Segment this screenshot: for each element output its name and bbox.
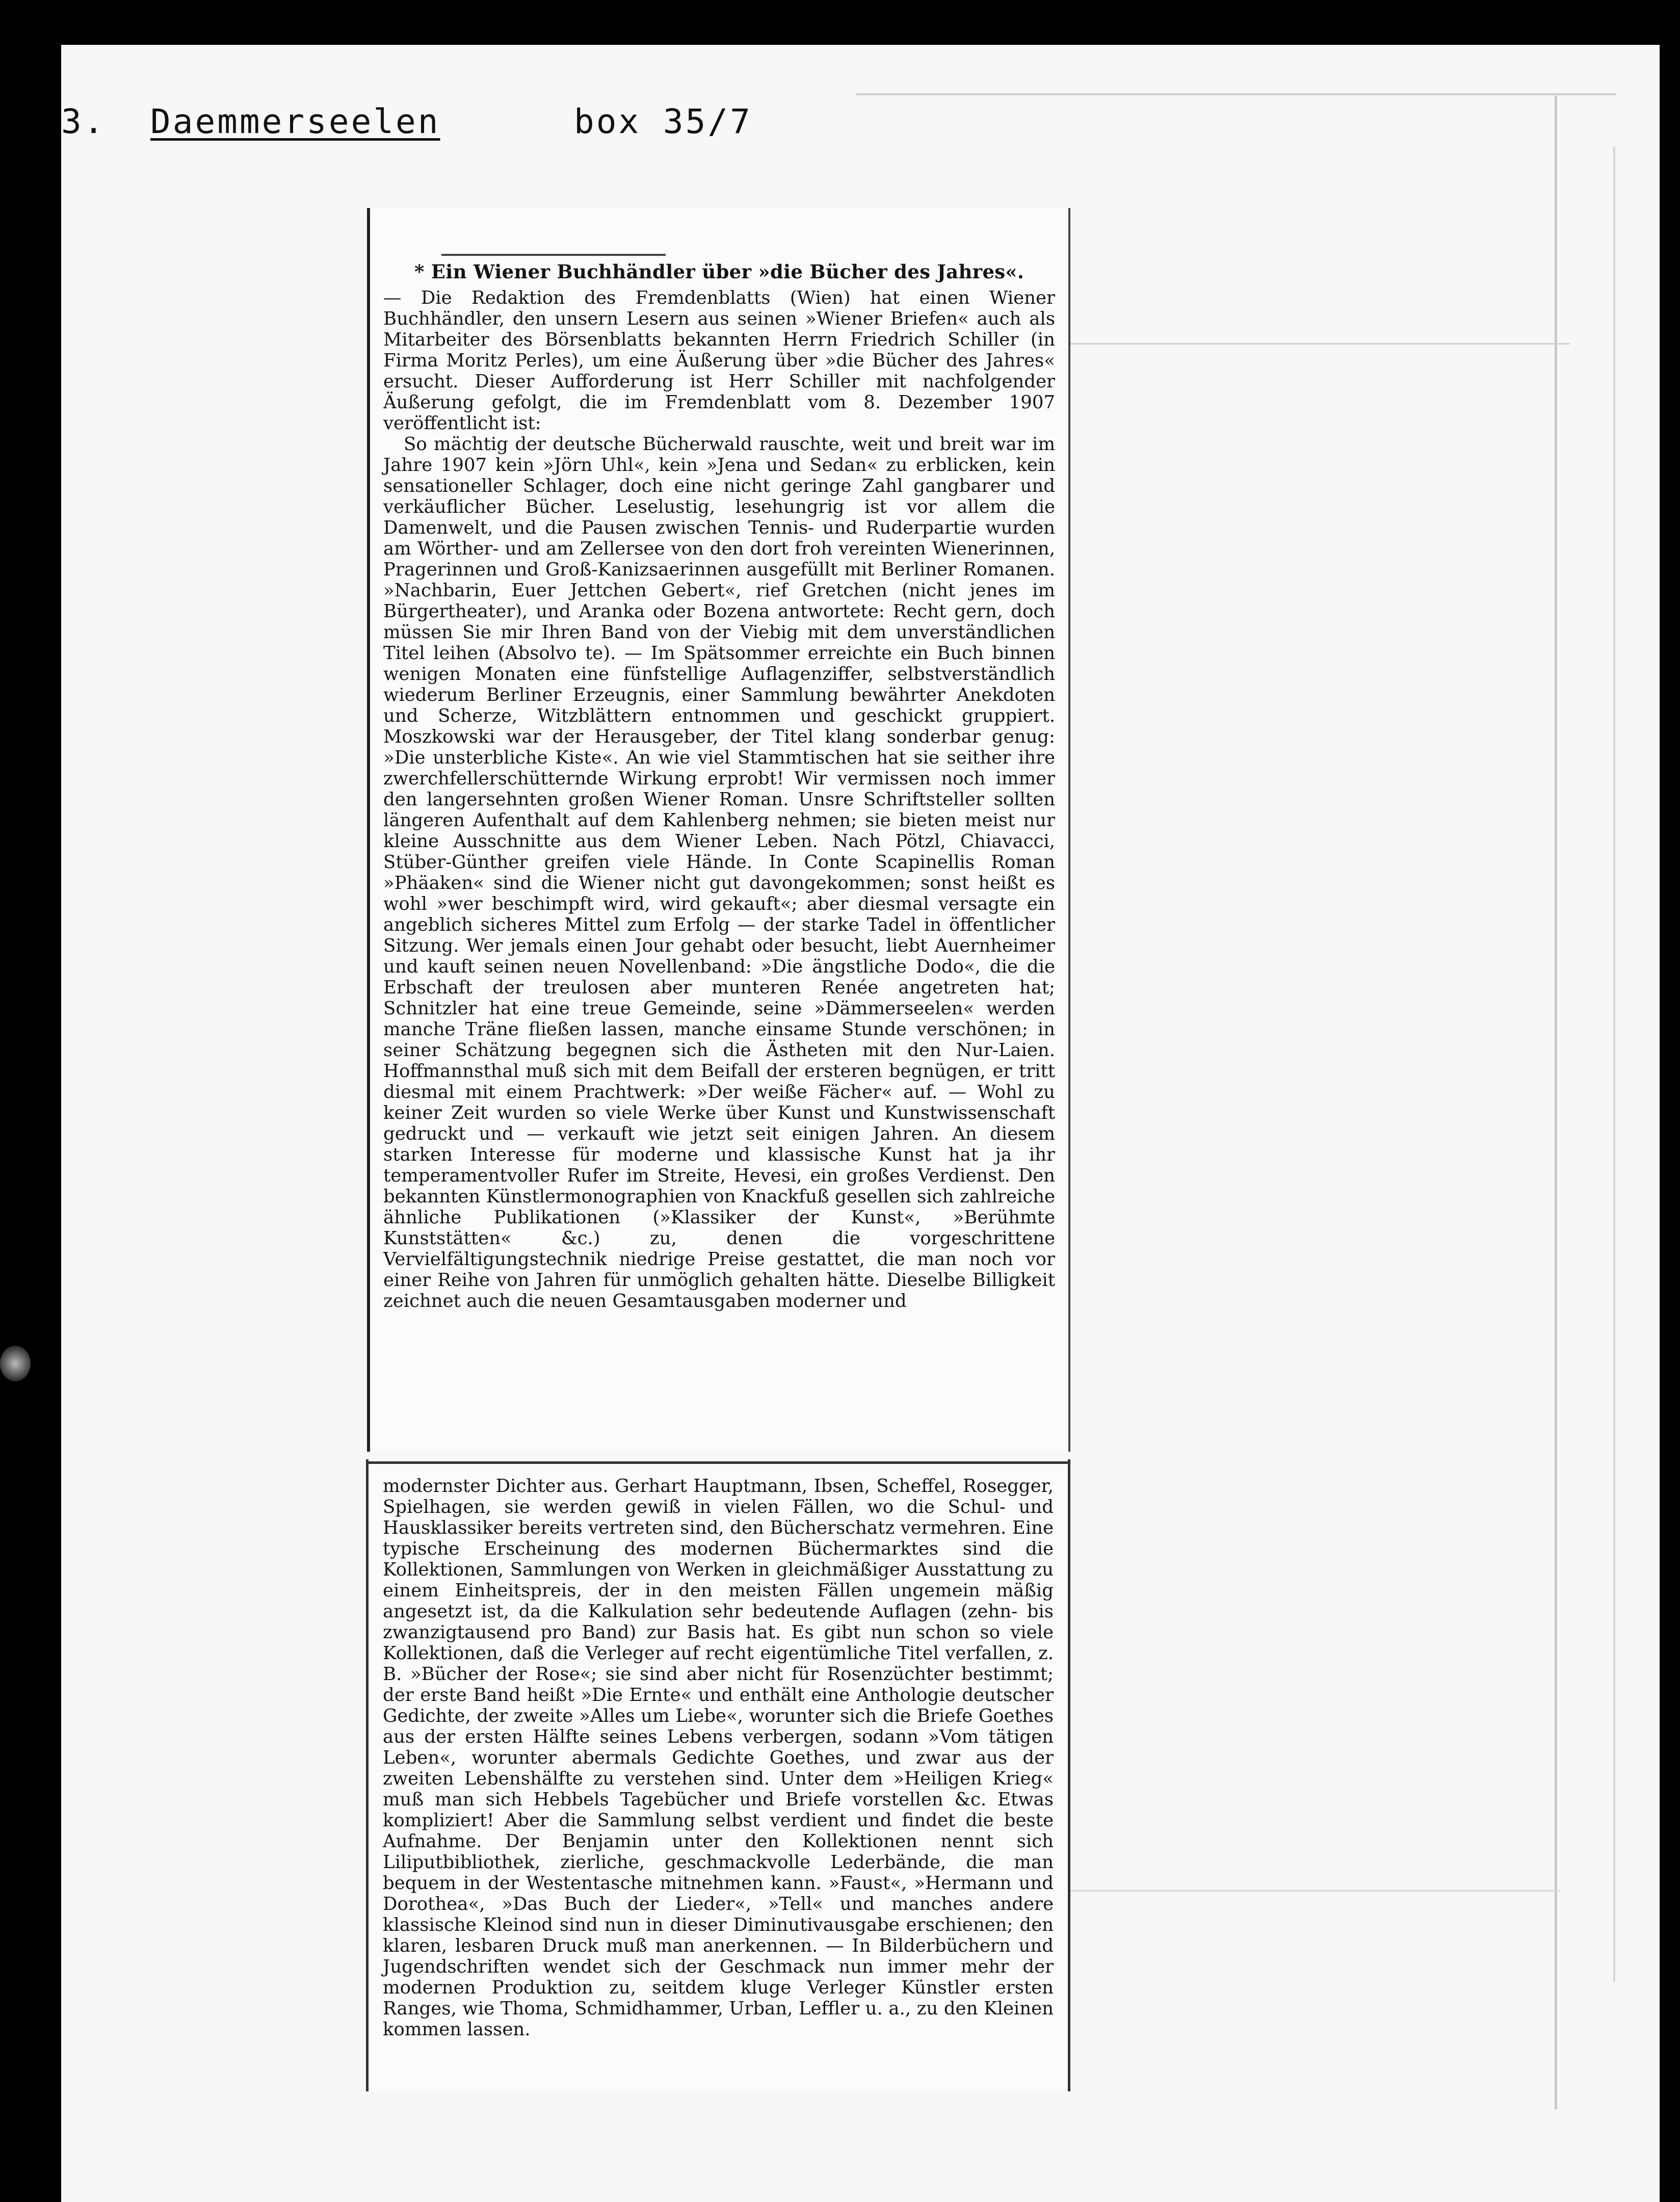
article-body-part2: modernster Dichter aus. Gerhart Hauptmann, Ibsen, Scheffel, Rosegger, Spielhagen, sie werden gewiß in vielen Fällen, wo die Schul- und Hausklassiker bereits vertreten sind, den Bücherschatz vermehren. Eine typische Erscheinung des modernen Büchermarktes sind die Kollektionen, Sammlungen von Werken in gleichmäßiger Ausstattung zu einem Einheitspreis, der in den meisten Fällen ungemein mäßig angesetzt ist, da die Kalkulation sehr bedeutende Auflagen (zehn- bis zwanzigtausend pro Band) zur Basis hat. Es gibt nun schon so viele Kollektionen, daß die Verleger auf recht eigentümliche Titel verfallen, z. B. »Bücher der Rose«; sie sind aber nicht für Rosenzüchter bestimmt; der erste Band heißt »Die Ernte« und enthält eine Anthologie deutscher Gedichte, der zweite »Alles um Liebe«, worunter sich die Briefe Goethes aus der ersten Hälfte seines Lebens verbergen, sodann »Vom tätigen Leben«, worunter abermals Gedichte Goethes, und zwar aus der zweiten Lebenshälfte zu verstehen sind. Unter dem »Heiligen Krieg« muß man sich Hebbels Tagebücher und Briefe vorstellen &c. Etwas kompliziert! Aber die Sammlung selbst verdient und findet die beste Aufnahme. Der Benjamin unter den Kollektionen nennt sich Liliputbibliothek, zierliche, geschmackvolle Lederbände, die man bequem in der Westentasche mitnehmen kann. »Faust«, »Hermann und Dorothea«, »Das Buch der Lieder«, »Tell« und manches andere klassische Kleinod sind nun in dieser Diminutivausgabe erschienen; den klaren, lesbaren Druck muß man anerkennen. — In Bilderbüchern und Jugendschriften wendet sich der Geschmack nun immer mehr der modernen Produktion zu, seitdem kluge Verleger Künstler ersten Ranges, wie Thoma, Schmidhammer, Urban, Leffler u. a., zu den Kleinen kommen lassen.	[383, 1476, 1054, 2040]
rear-page-edge	[1555, 96, 1557, 2109]
clipping-edge	[441, 254, 666, 256]
rear-page-edge	[856, 93, 1616, 95]
article-intro: — Die Redaktion des Fremdenblatts (Wien) hat einen Wiener Buchhändler, den unsern Lesern aus seinen »Wiener Briefen« auch als Mitarbeiter des Börsenblatts bekannten Herrn Friedrich Schiller (in Firma Moritz Perles), um eine Äußerung über »die Bücher des Jahres« ersucht. Dieser Aufforderung ist Herr Schiller mit nachfolgender Äußerung gefolgt, die im Fremdenblatt vom 8. Dezember 1907 veröffentlicht ist:	[383, 287, 1055, 434]
newspaper-clipping-1	[367, 208, 1070, 1452]
archive-sheet	[61, 45, 1660, 2202]
rear-page-edge	[1060, 1890, 1560, 1892]
article-headline: * Ein Wiener Buchhändler über »die Bücher des Jahres«.	[414, 260, 1025, 283]
folder-number: 3.	[61, 102, 106, 141]
newspaper-clipping-2	[366, 1459, 1070, 2091]
folder-label	[61, 102, 752, 141]
article-body-part1: So mächtig der deutsche Bücherwald rauschte, weit und breit war im Jahre 1907 kein »Jörn Uhl«, kein »Jena und Sedan« zu erblicken, kein sensationeller Schlager, doch eine nicht geringe Zahl gangbarer und verkäuflicher Bücher. Leselustig, lesehungrig ist vor allem die Damenwelt, und die Pausen zwischen Tennis- und Ruderpartie wurden am Wörther- und am Zellersee von den dort froh vereinten Wienerinnen, Pragerinnen und Groß-Kanizsaerinnen ausgefüllt mit Berliner Romanen. »Nachbarin, Euer Jettchen Gebert«, rief Gretchen (nicht jenes im Bürgertheater), und Aranka oder Bozena antwortete: Recht gern, doch müssen Sie mir Ihren Band von der Viebig mit dem unverständlichen Titel leihen (Absolvo te). — Im Spätsommer erreichte ein Buch binnen wenigen Monaten eine fünfstellige Auflagenziffer, selbstverständlich wiederum Berliner Erzeugnis, einer Sammlung bewährter Anekdoten und Scherze, Witzblättern entnommen und geschickt gruppiert. Moszkowski war der Herausgeber, der Titel klang sonderbar genug: »Die unsterbliche Kiste«. An wie viel Stammtischen hat sie seither ihre zwerchfellerschütternde Wirkung erprobt! Wir vermissen noch immer den langersehnten großen Wiener Roman. Unsre Schriftsteller sollten längeren Aufenthalt auf dem Kahlenberg nehmen; sie bieten meist nur kleine Ausschnitte aus dem Wiener Leben. Nach Pötzl, Chiavacci, Stüber-Günther greifen viele Hände. In Conte Scapinellis Roman »Phäaken« sind die Wiener nicht gut davongekommen; sonst heißt es wohl »wer beschimpft wird, wird gekauft«; aber diesmal versagte ein angeblich sicheres Mittel zum Erfolg — der starke Tadel in öffentlicher Sitzung. Wer jemals einen Jour gehabt oder besucht, liebt Auernheimer und kauft seinen neuen Novellenband: »Die ängstliche Dodo«, die die Erbschaft der treulosen aber munteren Renée angetreten hat; Schnitzler hat eine treue Gemeinde, seine »Dämmerseelen« werden manche Träne fließen lassen, manche einsame Stunde verschönen; in seiner Schätzung begegnen sich die Ästheten mit den Nur-Laien. Hoffmannsthal muß sich mit dem Beifall der ersteren begnügen, er tritt diesmal mit einem Prachtwerk: »Der weiße Fächer« auf. — Wohl zu keiner Zeit wurden so viele Werke über Kunst und Kunstwissenschaft gedruckt und — verkauft wie jetzt seit einigen Jahren. An diesem starken Interesse für moderne und klassische Kunst hat ja ihr temperamentvoller Rufer im Streite, Hevesi, ein großes Verdienst. Den bekannten Künstlermonographien von Knackfuß gesellen sich zahlreiche ähnliche Publikationen (»Klassiker der Kunst«, »Berühmte Kunststätten« &c.) zu, denen die vorgeschrittene Vervielfältigungstechnik niedrige Preise gestattet, die man noch vor einer Reihe von Jahren für unmöglich gehalten hätte. Dieselbe Billigkeit zeichnet auch die neuen Gesamtausgaben moderner und	[383, 434, 1055, 1312]
folder-box: box 35/7	[573, 102, 752, 141]
clipping-edge	[369, 1461, 1068, 1464]
scan-speck	[0, 1346, 31, 1381]
rear-page-edge	[1613, 147, 1615, 1982]
folder-title: Daemmerseelen	[150, 102, 440, 141]
